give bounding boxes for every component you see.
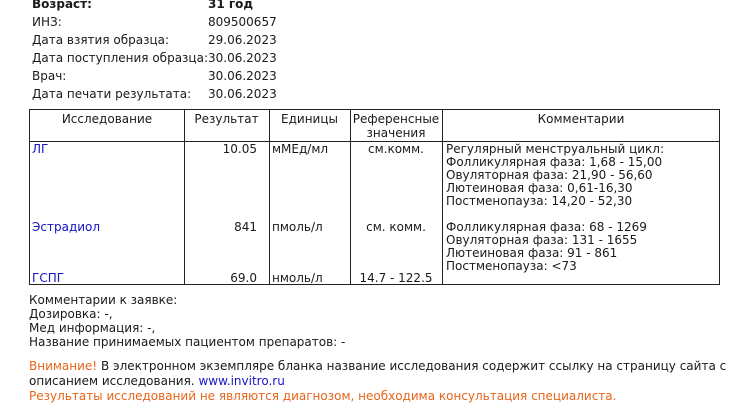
dosage: Дозировка: -, — [29, 307, 113, 321]
header-comments: Комментарии — [537, 112, 625, 126]
column-divider — [442, 110, 443, 284]
test-name-link[interactable]: Эстрадиол — [32, 220, 101, 234]
comment-line: Лютеиновая фаза: 0,61-16,30 — [446, 181, 633, 195]
column-divider — [269, 110, 270, 284]
comment-line: Постменопауза: <73 — [446, 259, 577, 273]
order-comments: Комментарии к заявке: — [29, 293, 178, 307]
comment-line: Постменопауза: 14,20 - 52,30 — [446, 194, 633, 208]
test-name-link[interactable]: ЛГ — [32, 142, 49, 156]
comment-line: Фолликулярная фаза: 1,68 - 15,00 — [446, 155, 663, 169]
medications: Название принимаемых пациентом препаратов: - — [29, 335, 346, 349]
sample-received-value: 30.06.2023 — [208, 51, 277, 65]
notice-text: В электронном экземпляре бланка название исследования содержит ссылку на страницу сайта с описанием исследования. — [29, 359, 727, 388]
header-reference-line2: значения — [366, 126, 426, 140]
age-label: Возраст: — [32, 0, 92, 11]
comment-line: Регулярный менструальный цикл: — [446, 142, 665, 156]
reference-value: 14.7 - 122.5 — [359, 271, 433, 285]
column-divider — [184, 110, 185, 284]
inz-value: 809500657 — [208, 15, 277, 29]
test-name-link[interactable]: ГСПГ — [32, 271, 65, 285]
print-date-label: Дата печати результата: — [32, 87, 192, 101]
site-link[interactable]: www.invitro.ru — [198, 374, 285, 388]
header-reference-line1: Референсные — [352, 112, 440, 126]
doctor-label: Врач: — [32, 69, 67, 83]
header-result: Результат — [194, 112, 259, 126]
sample-received-label: Дата поступления образца: — [32, 51, 208, 65]
units-value: нмоль/л — [272, 271, 323, 285]
header-reference — [350, 112, 442, 140]
units-value: пмоль/л — [272, 220, 323, 234]
result-value: 69.0 — [230, 271, 257, 285]
results-table — [29, 109, 720, 285]
notice — [29, 359, 733, 389]
print-date-value: 30.06.2023 — [208, 87, 277, 101]
diagnosis-warning: Результаты исследований не являются диагнозом, необходима консультация специалиста. — [29, 389, 617, 403]
comment-line: Фолликулярная фаза: 68 - 1269 — [446, 220, 647, 234]
comment-block — [446, 143, 664, 208]
age-value: 31 год — [208, 0, 254, 11]
med-info: Мед информация: -, — [29, 321, 156, 335]
sample-taken-value: 29.06.2023 — [208, 33, 277, 47]
header-test: Исследование — [61, 112, 153, 126]
inz-label: ИНЗ: — [32, 15, 62, 29]
comment-line: Овуляторная фаза: 131 - 1655 — [446, 233, 638, 247]
units-value: мМЕд/мл — [272, 142, 329, 156]
sample-taken-label: Дата взятия образца: — [32, 33, 170, 47]
attention-label: Внимание! — [29, 359, 98, 373]
comment-line: Лютеиновая фаза: 91 - 861 — [446, 246, 618, 260]
result-value: 841 — [234, 220, 257, 234]
result-value: 10.05 — [222, 142, 257, 156]
order-info — [29, 293, 729, 349]
header-units: Единицы — [281, 112, 338, 126]
reference-value: см. комм. — [366, 220, 426, 234]
reference-value: см.комм. — [368, 142, 424, 156]
doctor-value: 30.06.2023 — [208, 69, 277, 83]
comment-block — [446, 221, 647, 273]
comment-line: Овуляторная фаза: 21,90 - 56,60 — [446, 168, 653, 182]
